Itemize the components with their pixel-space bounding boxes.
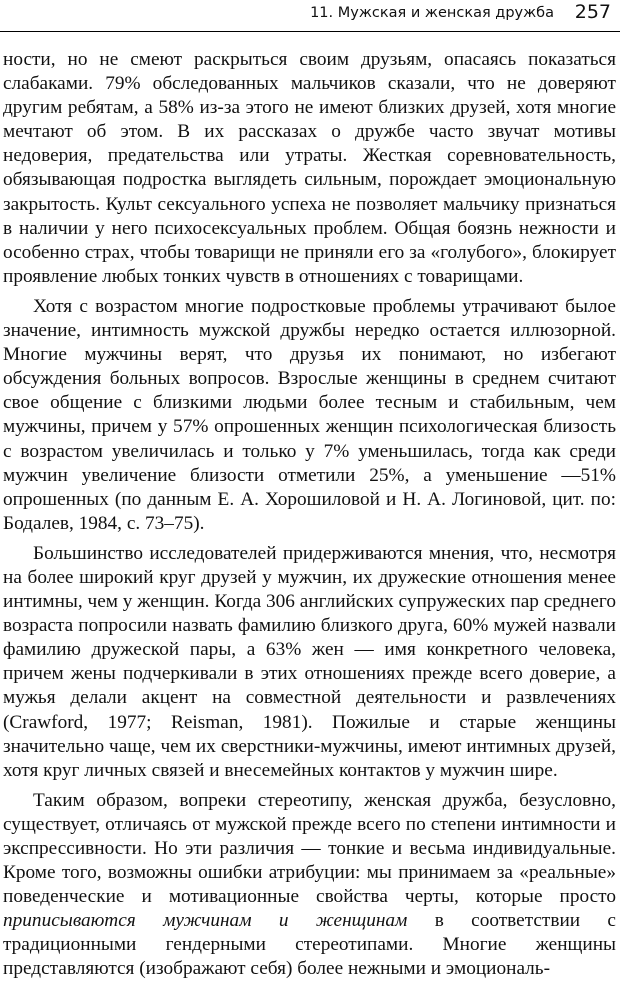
page-number: 257 [574, 1, 611, 23]
page-header [0, 0, 620, 30]
paragraph-4-italic-phrase: приписываются мужчинам и женщинам [3, 910, 408, 932]
paragraph-3: Большинство исследователей придерживаются мнения, что, несмотря на более широкий круг друзей у мужчин, их дружеские отношения менее интимны, чем у женщин. Когда 306 английских супружеских пар среднего возраста попросили назвать фамилию близкого друга, 60% мужей назвали фамилию дружеской пары, а 63% жен — имя конкретного человека, причем жены подчеркивали в этих отношениях прежде всего доверие, а мужья делали акцент на совместной деятельности и развлечениях (Crawford, 1977; Reisman, 1981). Пожилые и старые женщины значительно чаще, чем их сверстники-мужчины, имеют интимных друзей, хотя круг личных связей и внесемейных контактов у мужчин шире. [3, 542, 616, 781]
paragraph-1: ности, но не смеют раскрыться своим друзьям, опасаясь показаться слабаками. 79% обследованных мальчиков сказали, что не доверяют другим ребятам, а 58% из-за этого не имеют близких друзей, хотя многие мечтают об этом. В их рассказах о дружбе часто звучат мотивы недоверия, предательства или утраты. Жесткая соревновательность, обязывающая подростка выглядеть сильным, порождает эмоциональную закрытость. Культ сексуального успеха не позволяет мальчику признаться в наличии у него психосексуальных проблем. Общая боязнь нежности и особенно страх, чтобы товарищи не приняли его за «голубого», блокирует проявление любых тонких чувств в отношениях с товарищами. [3, 49, 616, 287]
running-title: 11. Мужская и женская дружба [310, 5, 554, 21]
paragraph-2: Хотя с возрастом многие подростковые проблемы утрачивают былое значение, интимность мужской дружбы нередко остается иллюзорной. Многие мужчины верят, что друзья их понимают, но избегают обсуждения больных вопросов. Взрослые женщины в среднем считают свое общение с близкими людьми более тесным и стабильным, чем мужчины, причем у 57% опрошенных женщин психологическая близость с возрастом увеличилась и только у 7% уменьшилась, тогда как среди мужчин увеличение близости отметили 25%, а уменьшение —51% опрошенных (по данным Е. А. Хорошиловой и Н. А. Логиновой, цит. по: Бодалев, 1984, с. 73–75). [3, 295, 616, 534]
paragraph-4-text-before: Таким образом, вопреки стереотипу, женская дружба, безусловно, существует, отличаясь от мужской прежде всего по степени интимности и экспрессивности. Но эти различия — тонкие и весьма индивидуальные. Кроме того, возможны ошибки атрибуции: мы принимаем за «реальные» поведенческие и мотивационные свойства черты, которые просто [3, 789, 616, 908]
paragraph-4 [3, 789, 616, 982]
paragraph-4-text-after: в соответствии с традиционными гендерными стереотипами. Многие женщины представляются (изображают себя) более нежными и эмоциональ- [3, 910, 616, 980]
header-rule [0, 31, 620, 32]
body-text [3, 48, 616, 982]
